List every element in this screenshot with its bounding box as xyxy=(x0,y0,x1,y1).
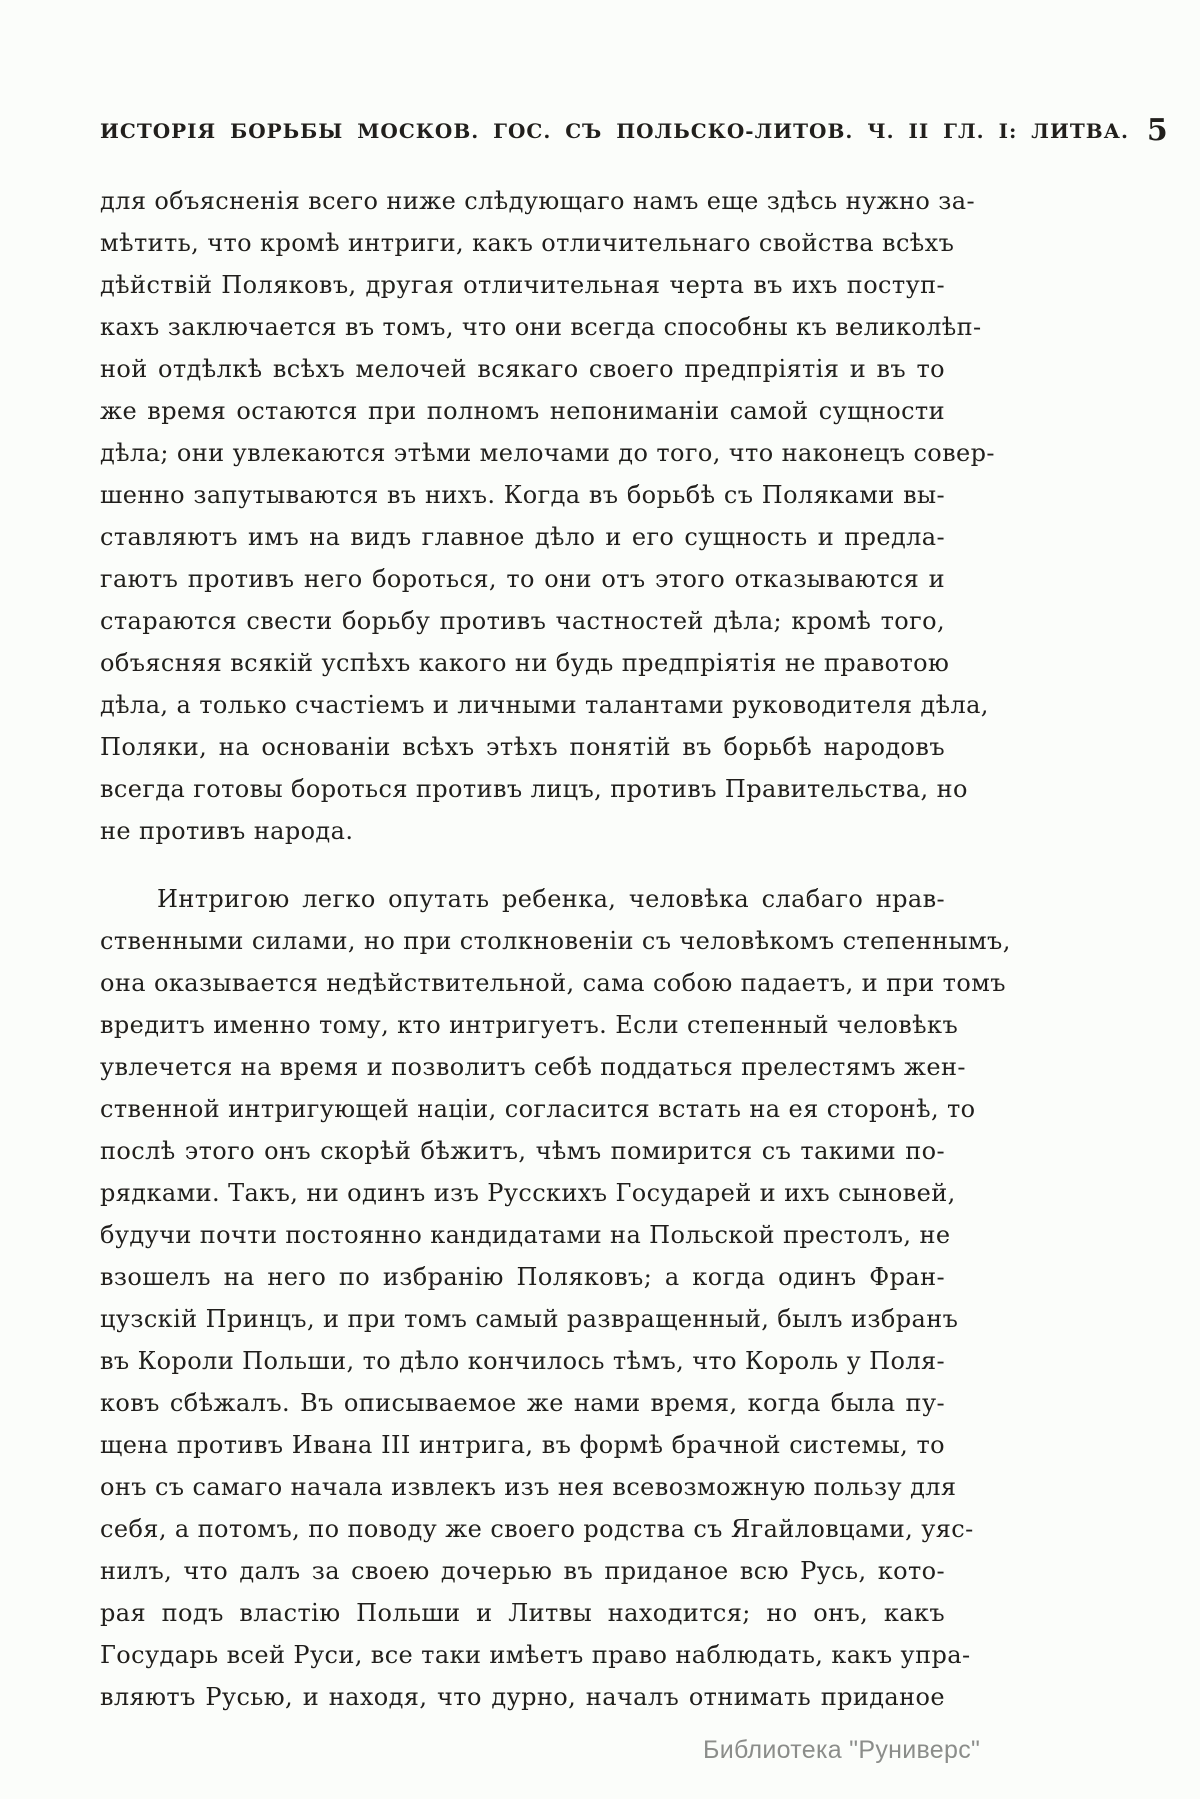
text-line: дѣйствій Поляковъ, другая отличительная черта въ ихъ поступ- xyxy=(100,271,945,299)
text-line: взошелъ на него по избранію Поляковъ; а когда одинъ Фран- xyxy=(100,1263,945,1291)
text-line: вредитъ именно тому, кто интригуетъ. Если степенный человѣкъ xyxy=(100,1011,959,1039)
text-line: ственными силами, но при столкновеніи съ человѣкомъ степеннымъ, xyxy=(100,927,1011,955)
text-line: же время остаются при полномъ непониманіи самой сущности xyxy=(100,397,945,425)
text-line: мѣтить, что кромѣ интриги, какъ отличительнаго свойства всѣхъ xyxy=(100,229,955,257)
text-line: ственной интригующей націи, согласится встать на ея сторонѣ, то xyxy=(100,1095,976,1123)
text-line: Поляки, на основаніи всѣхъ этѣхъ понятій въ борьбѣ народовъ xyxy=(100,733,945,761)
text-line: Государь всей Руси, все таки имѣетъ право наблюдать, какъ упра- xyxy=(100,1641,971,1669)
text-line: объясняя всякій успѣхъ какого ни будь предпріятія не правотою xyxy=(100,649,950,677)
text-line: шенно запутываются въ нихъ. Когда въ борьбѣ съ Поляками вы- xyxy=(100,481,945,509)
text-line: цузскій Принцъ, и при томъ самый развращенный, былъ избранъ xyxy=(100,1305,959,1333)
page-number: 5 xyxy=(1146,113,1168,148)
running-title: ИСТОРІЯ БОРЬБЫ МОСКОВ. ГОС. СЪ ПОЛЬСКО-ЛИТОВ. Ч. II ГЛ. I: ЛИТВА. xyxy=(100,119,1129,143)
library-watermark: Библиотека "Руниверс" xyxy=(703,1736,981,1764)
text-line: рядками. Такъ, ни одинъ изъ Русскихъ Государей и ихъ сыновей, xyxy=(100,1179,956,1207)
text-line: себя, а потомъ, по поводу же своего родства съ Ягайловцами, уяс- xyxy=(100,1515,974,1543)
body-text-block xyxy=(100,180,1011,1718)
text-line: послѣ этого онъ скорѣй бѣжитъ, чѣмъ помирится съ такими по- xyxy=(100,1137,945,1165)
text-line: ковъ сбѣжалъ. Въ описываемое же нами время, когда была пу- xyxy=(100,1389,945,1417)
text-line: она оказывается недѣйствительной, сама собою падаетъ, и при томъ xyxy=(100,969,1006,997)
text-line: Интригою легко опутать ребенка, человѣка слабаго нрав- xyxy=(157,885,945,913)
text-line: рая подъ властію Польши и Литвы находится; но онъ, какъ xyxy=(100,1599,945,1627)
text-line: вляютъ Русью, и находя, что дурно, началъ отнимать приданое xyxy=(100,1683,945,1711)
text-line: для объясненія всего ниже слѣдующаго намъ еще здѣсь нужно за- xyxy=(100,187,975,215)
text-line: дѣла; они увлекаются этѣми мелочами до того, что наконецъ совер- xyxy=(100,439,995,467)
text-line: онъ съ самаго начала извлекъ изъ нея всевозможную пользу для xyxy=(100,1473,957,1501)
text-line: увлечется на время и позволитъ себѣ поддаться прелестямъ жен- xyxy=(100,1053,966,1081)
text-line: будучи почти постоянно кандидатами на Польской престолъ, не xyxy=(100,1221,951,1249)
text-line: ставляютъ имъ на видъ главное дѣло и его сущность и предла- xyxy=(100,523,945,551)
text-line: щена противъ Ивана III интрига, въ формѣ брачной системы, то xyxy=(100,1431,945,1459)
paragraph-1 xyxy=(100,180,995,852)
text-line: не противъ народа. xyxy=(100,817,354,845)
paragraph-2 xyxy=(100,878,1011,1718)
text-line: нилъ, что далъ за своею дочерью въ приданое всю Русь, кото- xyxy=(100,1557,945,1585)
text-line: ной отдѣлкѣ всѣхъ мелочей всякаго своего предпріятія и въ то xyxy=(100,355,945,383)
text-line: всегда готовы бороться противъ лицъ, противъ Правительства, но xyxy=(100,775,968,803)
text-line: стараются свести борьбу противъ частностей дѣла; кромѣ того, xyxy=(100,607,945,635)
text-line: кахъ заключается въ томъ, что они всегда способны къ великолѣп- xyxy=(100,313,982,341)
text-line: въ Короли Польши, то дѣло кончилось тѣмъ, что Король у Поля- xyxy=(100,1347,946,1375)
text-line: дѣла, а только счастіемъ и личными талантами руководителя дѣла, xyxy=(100,691,989,719)
running-head xyxy=(100,113,1168,148)
text-line: гаютъ противъ него бороться, то они отъ этого отказываются и xyxy=(100,565,945,593)
